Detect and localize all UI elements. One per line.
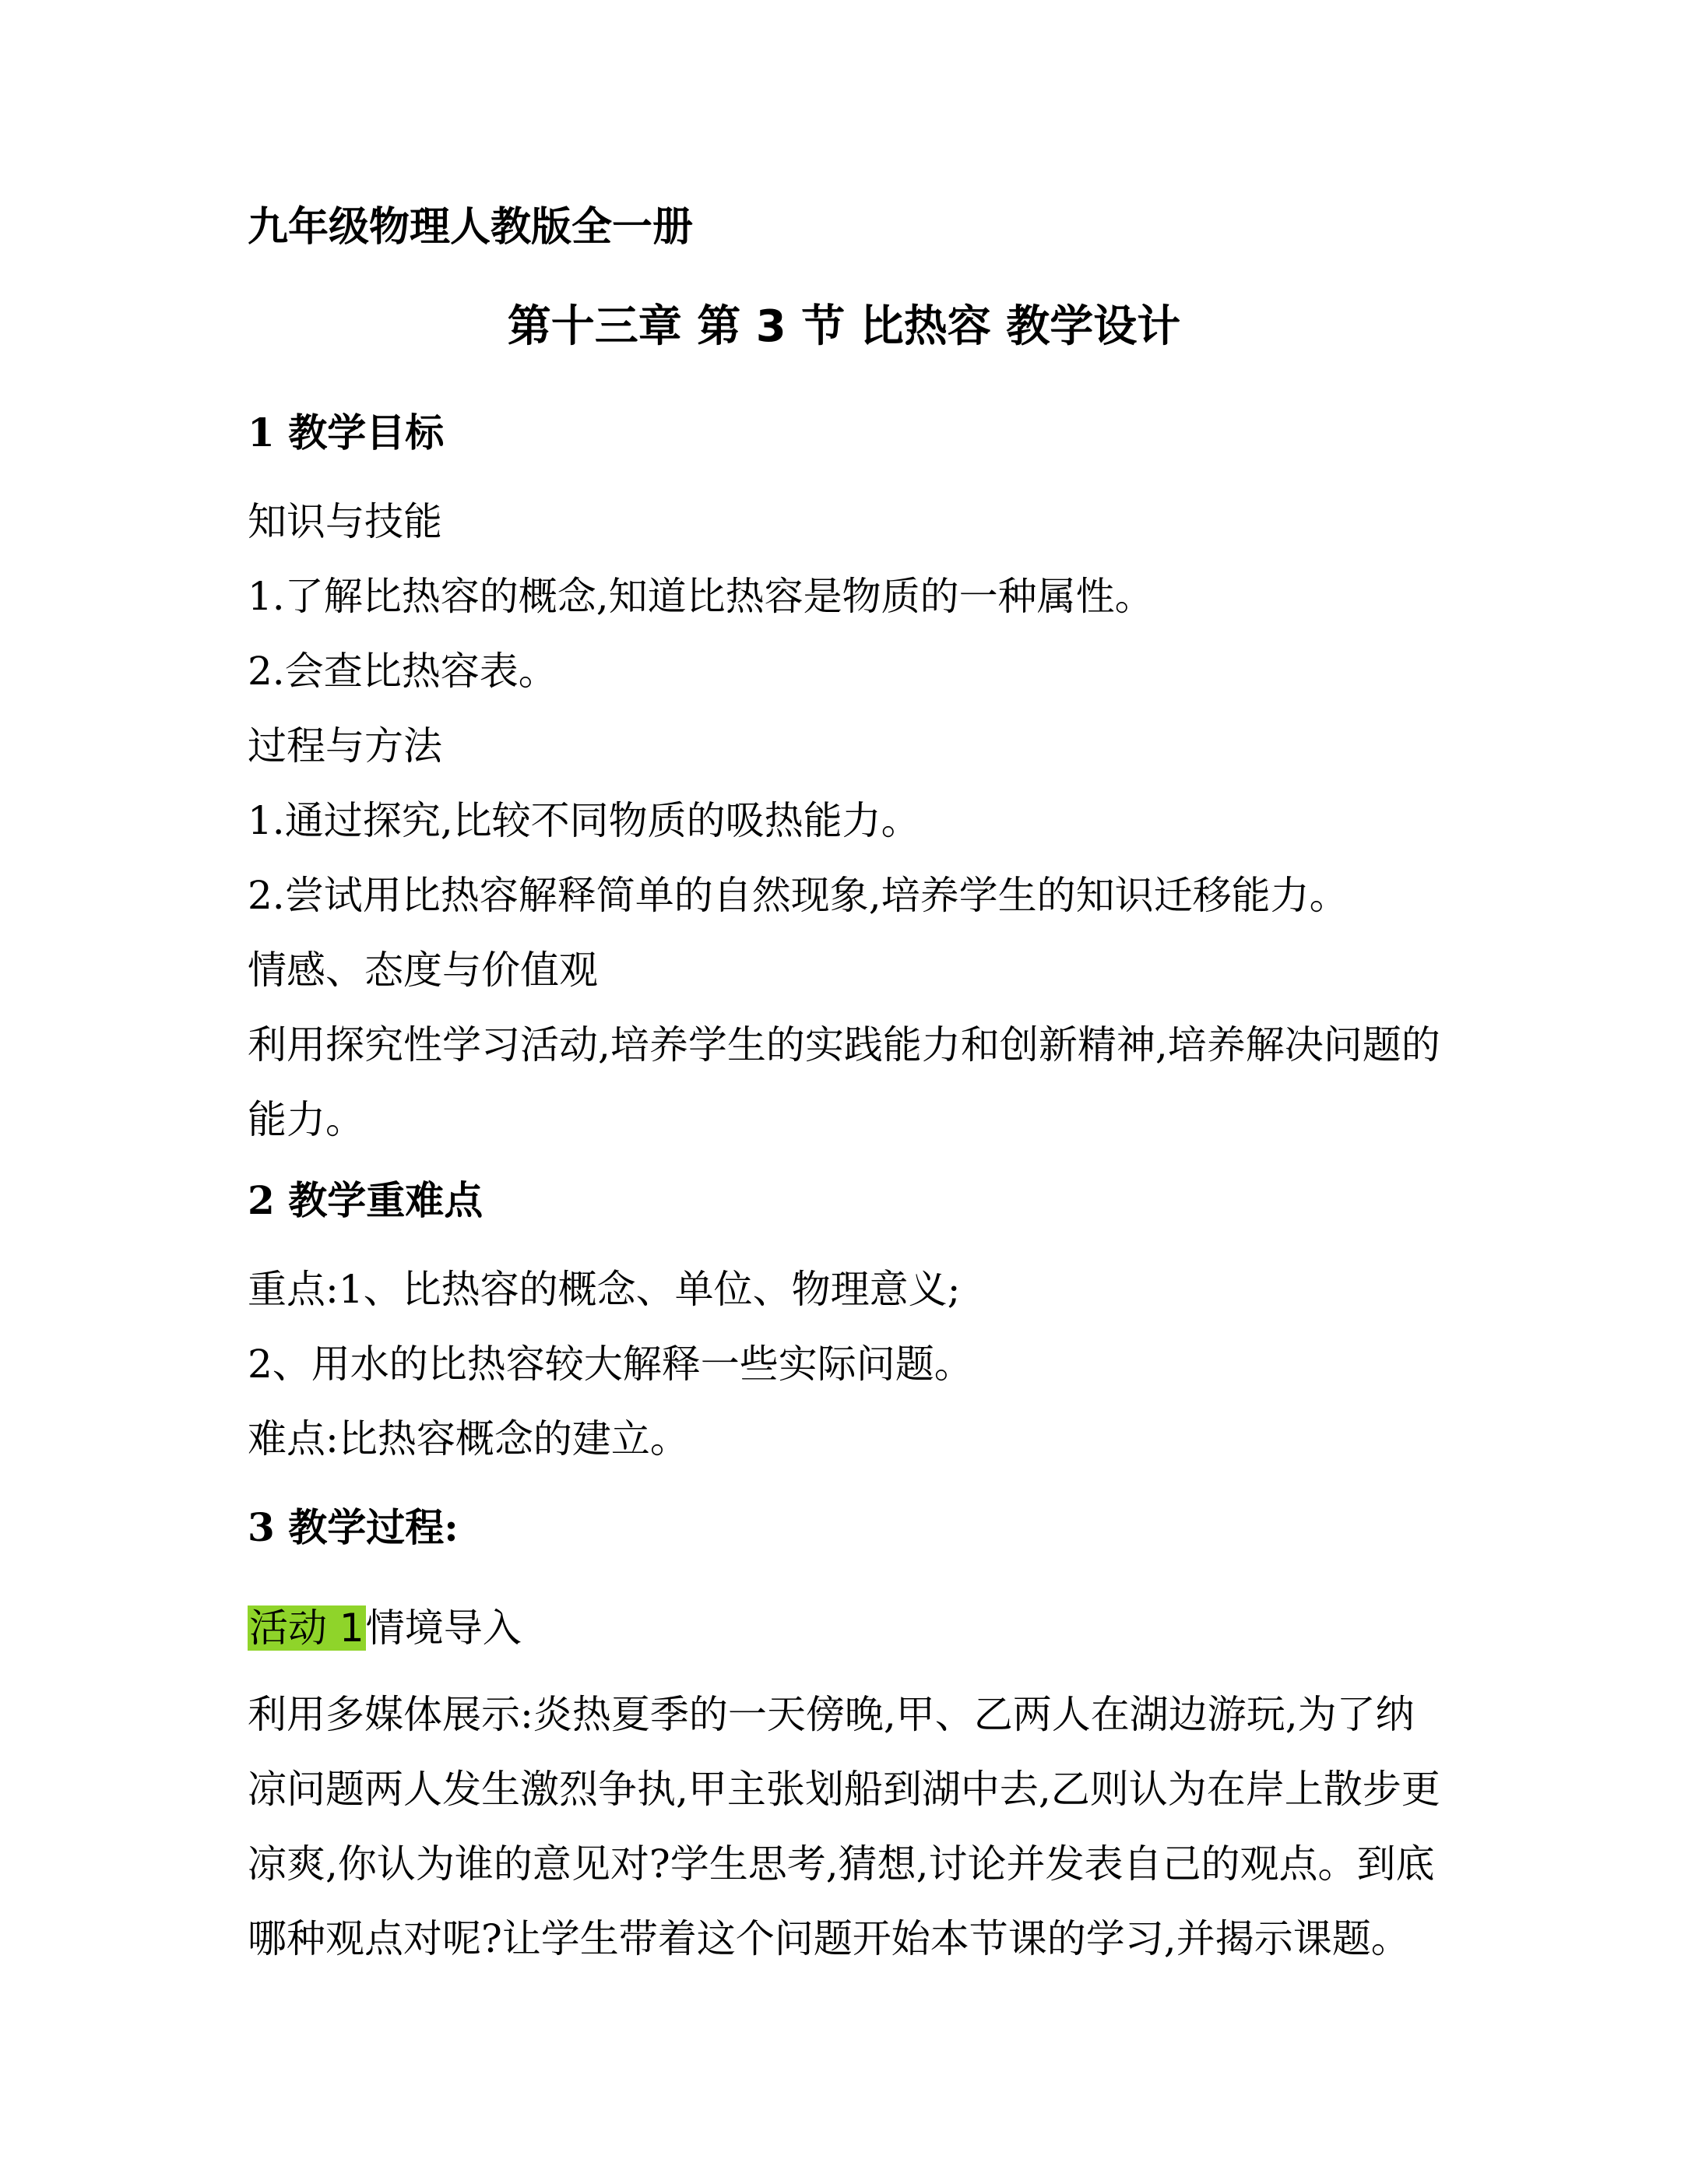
document-header: 九年级物理人教版全一册 bbox=[248, 204, 694, 251]
activity-highlight: 活动 1 bbox=[249, 1605, 364, 1651]
knowledge-label: 知识与技能 bbox=[248, 499, 442, 544]
difficulty-line: 难点:比热容概念的建立。 bbox=[248, 1416, 689, 1461]
process-heading: 3 教学过程: bbox=[248, 1504, 459, 1550]
values-label: 情感、态度与价值观 bbox=[248, 948, 598, 993]
knowledge-item-2: 2.会查比热容表。 bbox=[248, 649, 557, 694]
process-item-1: 1.通过探究,比较不同物质的吸热能力。 bbox=[248, 798, 920, 843]
document-title: 第十三章 第 3 节 比热容 教学设计 bbox=[507, 301, 1181, 352]
process-label: 过程与方法 bbox=[248, 723, 442, 768]
knowledge-item-1: 1.了解比热容的概念,知道比热容是物质的一种属性。 bbox=[248, 574, 1154, 619]
focus-line-2: 2、用水的比热容较大解释一些实际问题。 bbox=[248, 1342, 973, 1387]
values-text: 利用探究性学习活动,培养学生的实践能力和创新精神,培养解决问题的能力。 bbox=[248, 1022, 1440, 1142]
activity-1-text: 利用多媒体展示:炎热夏季的一天傍晚,甲、乙两人在湖边游玩,为了纳凉问题两人发生激烈争执,甲主张划船到湖中去,乙则认为在岸上散步更凉爽,你认为谁的意见对?学生思考,猜想,讨论并发表自己的观点。到底哪种观点对呢?让学生带着这个问题开始本节课的学习,并揭示课题。 bbox=[248, 1692, 1440, 1961]
key-points-heading: 2 教学重难点 bbox=[248, 1177, 484, 1223]
focus-line-1: 重点:1、比热容的概念、单位、物理意义; bbox=[248, 1267, 961, 1312]
activity-1-heading bbox=[248, 1596, 522, 1660]
objectives-heading: 1 教学目标 bbox=[248, 410, 445, 455]
activity-title: 情境导入 bbox=[365, 1605, 522, 1651]
process-item-2: 2.尝试用比热容解释简单的自然现象,培养学生的知识迁移能力。 bbox=[248, 873, 1349, 918]
